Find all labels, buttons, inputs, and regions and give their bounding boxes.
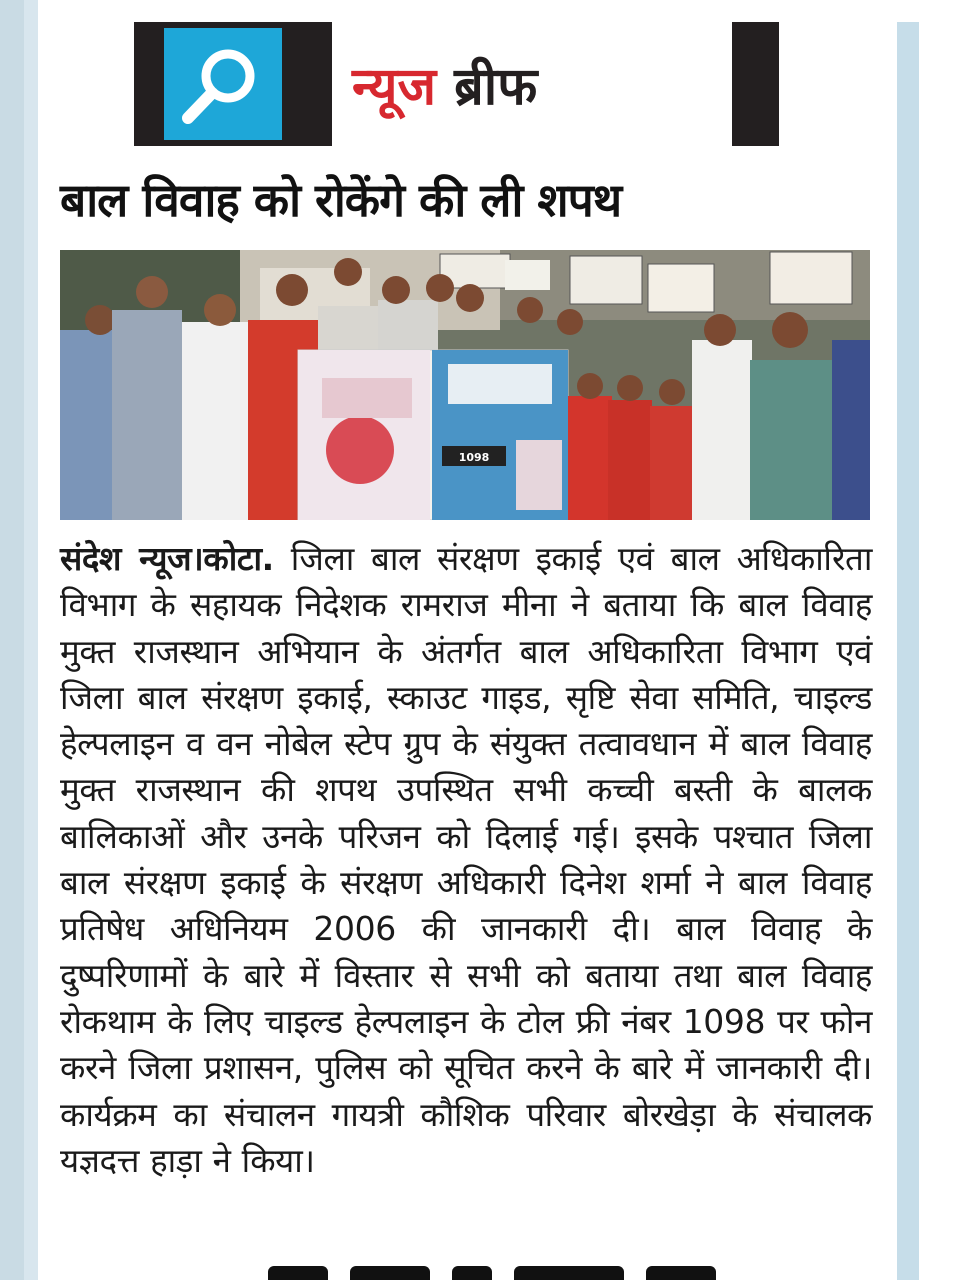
article-headline: बाल विवाह को रोकेंगे की ली शपथ — [60, 173, 622, 227]
banner-title — [332, 22, 732, 146]
dateline: संदेश न्यूज।कोटा. — [60, 539, 274, 578]
left-margin-strip — [0, 0, 38, 1280]
right-margin-strip — [897, 0, 969, 1280]
news-photo — [60, 250, 870, 520]
banner-word-brief: ब्रीफ — [454, 56, 538, 117]
newspaper-clipping — [38, 0, 897, 1280]
article-body — [60, 536, 872, 1184]
news-brief-banner — [134, 22, 779, 146]
banner-word-news: न्यूज — [352, 56, 437, 117]
search-icon — [164, 28, 282, 140]
next-headline-fragment — [268, 1266, 788, 1280]
article-text: जिला बाल संरक्षण इकाई एवं बाल अधिकारिता विभाग के सहायक निदेशक रामराज मीना ने बताया कि बाल विवाह मुक्त राजस्थान अभियान के अंतर्गत बाल अधिकारिता विभाग एवं जिला बाल संरक्षण इकाई, स्काउट गाइड, सृष्टि सेवा समिति, चाइल्ड हेल्पलाइन व वन नोबेल स्टेप ग्रुप के संयुक्त तत्वावधान में बाल विवाह मुक्त राजस्थान की शपथ उपस्थित सभी कच्ची बस्ती के बालक बालिकाओं और उनके परिजन को दिलाई गई। इसके पश्चात जिला बाल संरक्षण इकाई के संरक्षण अधिकारी दिनेश शर्मा ने बाल विवाह प्रतिषेध अधिनियम 2006 की जानकारी दी। बाल विवाह के दुष्परिणामों के बारे में विस्तार से सभी को बताया तथा बाल विवाह रोकथाम के लिए चाइल्ड हेल्पलाइन के टोल फ्री नंबर 1098 पर फोन करने जिला प्रशासन, पुलिस को सूचित करने के बारे में जानकारी दी। कार्यक्रम का संचालन गायत्री कौशिक परिवार बोरखेड़ा के संचालक यज्ञदत्त हाड़ा ने किया। — [60, 539, 872, 1180]
helpline-number-on-banner: 1098 — [458, 451, 490, 464]
